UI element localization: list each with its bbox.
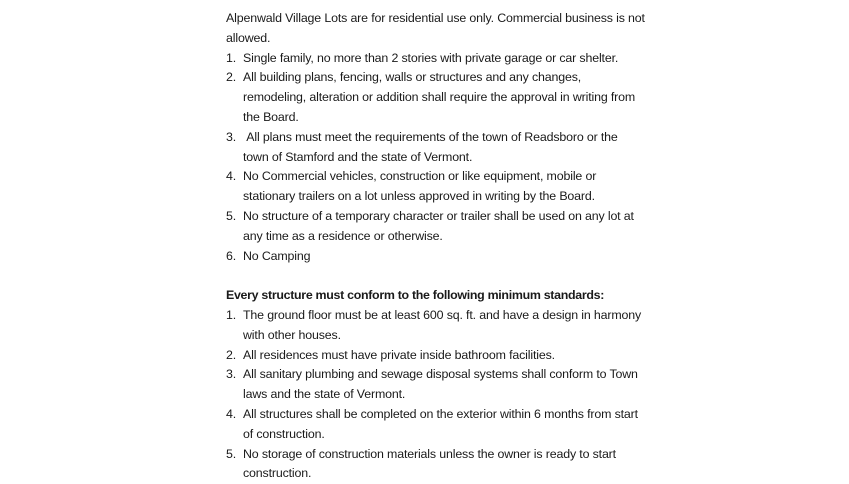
list-number: 2. — [226, 70, 237, 85]
list-item — [226, 346, 646, 366]
list-text: No structure of a temporary character or trailer shall be used on any lot at any time as a residence or otherwise. — [243, 208, 634, 243]
list-item — [226, 68, 646, 127]
list-number: 4. — [226, 406, 237, 421]
list-item — [226, 405, 646, 445]
list-text: No storage of construction materials unless the owner is ready to start construction. — [243, 446, 616, 481]
list-number: 1. — [226, 50, 237, 65]
rules-list — [226, 49, 646, 267]
list-item — [226, 247, 646, 267]
list-item — [226, 167, 646, 207]
list-number: 5. — [226, 208, 237, 223]
list-text: All plans must meet the requirements of the town of Readsboro or the town of Stamford and the state of Vermont. — [243, 129, 621, 164]
list-item — [226, 365, 646, 405]
list-text: No Commercial vehicles, construction or like equipment, mobile or stationary trailers on a lot unless approved in writing by the Board. — [243, 169, 597, 204]
list-text: All sanitary plumbing and sewage disposal systems shall conform to Town laws and the state of Vermont. — [243, 367, 638, 402]
list-item — [226, 207, 646, 247]
list-number: 3. — [226, 367, 237, 382]
list-text: Single family, no more than 2 stories with private garage or car shelter. — [243, 50, 619, 65]
list-item — [226, 306, 646, 346]
list-number: 6. — [226, 248, 237, 263]
list-text: The ground floor must be at least 600 sq. ft. and have a design in harmony with other houses. — [243, 307, 642, 342]
list-number: 1. — [226, 307, 237, 322]
standards-heading: Every structure must conform to the following minimum standards: — [226, 288, 605, 303]
document-body — [226, 9, 646, 484]
list-text: No Camping — [243, 248, 311, 263]
list-number: 3. — [226, 129, 237, 144]
list-item — [226, 49, 646, 69]
standards-list — [226, 306, 646, 484]
list-item — [226, 445, 646, 484]
list-item — [226, 128, 646, 168]
list-text: All residences must have private inside bathroom facilities. — [243, 347, 555, 362]
list-number: 5. — [226, 446, 237, 461]
list-text: All structures shall be completed on the exterior within 6 months from start of construction. — [243, 406, 638, 441]
list-number: 2. — [226, 347, 237, 362]
intro-paragraph: Alpenwald Village Lots are for residential use only. Commercial business is not allowed. — [226, 11, 645, 45]
list-text: All building plans, fencing, walls or structures and any changes, remodeling, alteration or addition shall require the approval in writing from the Board. — [243, 70, 636, 124]
list-number: 4. — [226, 169, 237, 184]
